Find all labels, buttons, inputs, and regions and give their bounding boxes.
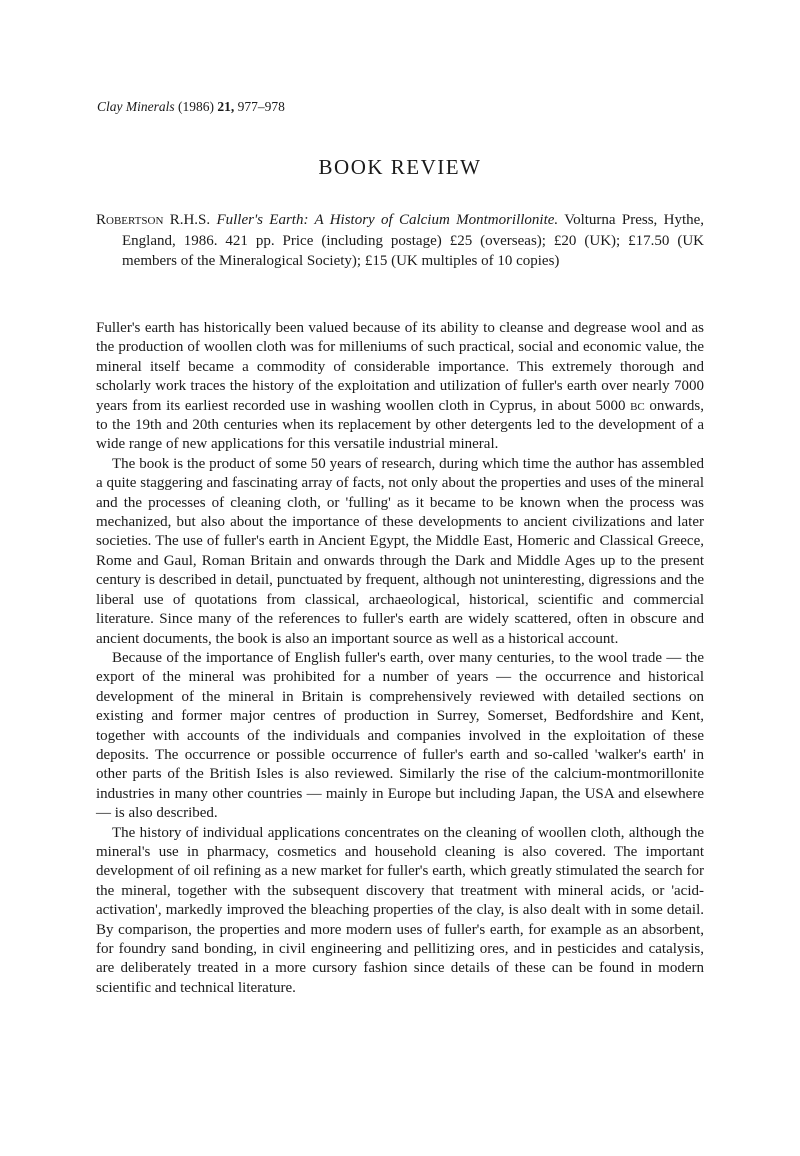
paragraph-2: The book is the product of some 50 years of research, during which time the author has assembled a quite staggering and fascinating array of facts, not only about the properties and uses of the mineral and the processes of cleaning cloth, or 'fulling' as it became to be known when the process was mechanized, but also about the importance of these developments to ancient civilizations and later societies. The use of fuller's earth in Ancient Egypt, the Middle East, Homeric and Classical Greece, Rome and Gaul, Roman Britain and onwards through the Dark and Middle Ages up to the present century is described in detail, punctuated by frequent, although not uninteresting, digressions and the liberal use of quotations from classical, archaeological, historical, scientific and commercial literature. Since many of the references to fuller's earth are widely scattered, often in obscure and ancient documents, the book is also an important source as well as a historical account.: [96, 455, 704, 647]
paragraph-1-text-a: Fuller's earth has historically been valued because of its ability to cleanse and degrease wool and as the production of woollen cloth was for milleniums of such practical, social and economic value, the mineral itself became a commodity of considerable importance. This extremely thorough and scholarly work traces the history of the exploitation and utilization of fuller's earth over nearly 7000 years from its earliest recorded use in washing woollen cloth in Cyprus, in about 5000: [96, 320, 704, 414]
journal-volume: 21,: [217, 99, 235, 114]
journal-pages: 977–978: [237, 99, 285, 114]
author-surname: Robertson: [96, 212, 164, 228]
review-body: [96, 319, 704, 998]
paragraph-1-text-b: onwards, to the 19th and 20th centuries when its replacement by other detergents led to the development of a wide range of new applications for this versatile industrial mineral.: [96, 397, 704, 453]
running-header: [97, 98, 285, 116]
book-title: Fuller's Earth: A History of Calcium Montmorillonite.: [216, 212, 559, 228]
book-details: Volturna Press, Hythe, England, 1986. 421 pp. Price (including postage) £25 (overseas); £20 (UK); £17.50 (UK members of the Mineralogical Society); £15 (UK multiples of 10 copies): [122, 212, 705, 269]
paragraph-3: Because of the importance of English fuller's earth, over many centuries, to the wool trade — the export of the mineral was prohibited for a number of years — the occurrence and historical development of the mineral in Britain is comprehensively reviewed with detailed sections on existing and former major centres of production in Surrey, Somerset, Bedfordshire and Kent, together with accounts of the individuals and companies involved in the exploitation of these deposits. The occurrence or possible occurrence of fuller's earth and so-called 'walker's earth' in other parts of the British Isles is also reviewed. Similarly the rise of the calcium-montmorillonite industries in many other countries — mainly in Europe but including Japan, the USA and elsewhere — is also described.: [96, 649, 704, 822]
journal-name: Clay Minerals: [97, 99, 175, 114]
era-abbreviation: bc: [630, 397, 645, 414]
paragraph-1: [96, 319, 704, 455]
page-title: BOOK REVIEW: [318, 155, 482, 179]
book-citation: [96, 210, 704, 272]
journal-year: (1986): [178, 99, 214, 114]
paragraph-4: The history of individual applications concentrates on the cleaning of woollen cloth, although the mineral's use in pharmacy, cosmetics and household cleaning is also covered. The important development of oil refining as a new market for fuller's earth, which greatly stimulated the search for the mineral, together with the subsequent discovery that treatment with mineral acids, or 'acid-activation', markedly improved the bleaching properties of the clay, is also dealt with in some detail. By comparison, the properties and more modern uses of fuller's earth, for example as an absorbent, for foundry sand bonding, in civil engineering and pellitizing ores, and in pesticides and catalysis, are deliberately treated in a more cursory fashion since details of these can be found in modern scientific and technical literature.: [96, 824, 704, 996]
author-initials: R.H.S.: [169, 212, 211, 228]
